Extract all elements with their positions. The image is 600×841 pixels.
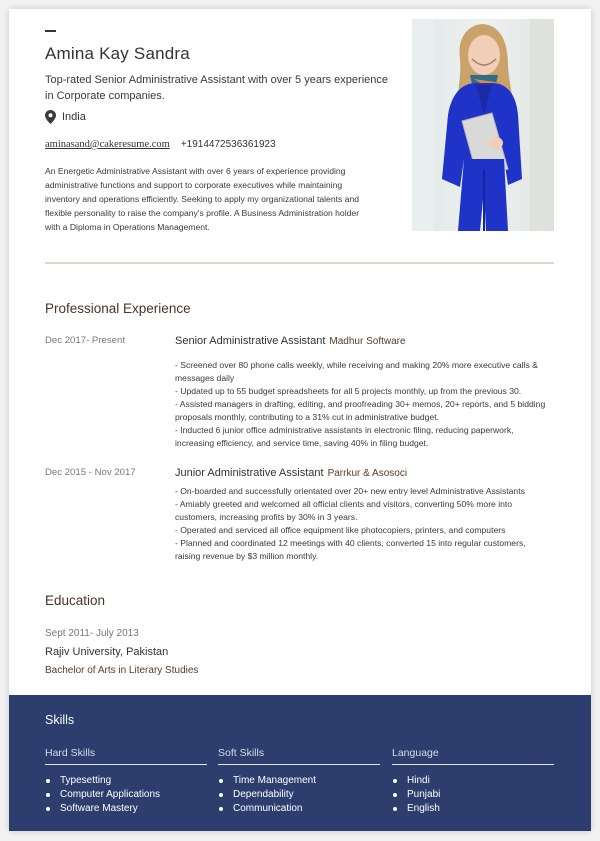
education-degree: Bachelor of Arts in Literary Studies xyxy=(45,665,199,676)
experience-role: Senior Administrative Assistant xyxy=(175,335,326,347)
experience-date: Dec 2017- Present xyxy=(45,335,125,346)
skills-heading: Skills xyxy=(45,713,75,727)
profile-headline: Top-rated Senior Administrative Assistant with over 5 years experience in Corporate companies. xyxy=(45,74,388,102)
skills-column-heading: Hard Skills xyxy=(45,747,207,765)
experience-heading: Professional Experience xyxy=(45,301,191,316)
experience-bullets xyxy=(175,485,550,563)
experience-date: Dec 2015 - Nov 2017 xyxy=(45,467,136,478)
profile-photo xyxy=(412,19,554,231)
experience-bullet: - Operated and serviced all office equipment like photocopiers, printers, and computers xyxy=(175,525,506,535)
experience-bullet: - Assisted managers in drafting, editing, and proofreading 30+ memos, 20+ reports, and 5 bidding proposals monthly, contributing to a 31% cut in administrative budget. xyxy=(175,399,546,422)
experience-title xyxy=(175,335,406,347)
profile-summary: An Energetic Administrative Assistant with over 6 years of experience providing administrative functions and support to corporate executives while maintaining inventory and operations efficiently. Seeking to apply my organizational talents and flexible personality to raise the company's profile. A Business Administration holder with a Diploma in Operations Management. xyxy=(45,166,360,232)
header-dash xyxy=(45,30,56,32)
contact-row xyxy=(45,139,276,150)
resume-page xyxy=(9,9,591,831)
skills-column-hard xyxy=(45,747,207,816)
experience-bullet: - On-boarded and successfully orientated over 20+ new entry level Administrative Assistants xyxy=(175,486,525,496)
profile-name: Amina Kay Sandra xyxy=(45,44,190,63)
experience-role: Junior Administrative Assistant xyxy=(175,467,324,479)
experience-bullet: - Planned and coordinated 12 meetings with 40 clients, converted 15 into regular customers, raising revenue by $3 million monthly. xyxy=(175,538,526,561)
phone-number: +1914472536361923 xyxy=(180,139,276,150)
experience-bullet: - Amiably greeted and welcomed all official clients and visitors, converting 50% more into customers, increasing profits by 30% in 3 years. xyxy=(175,499,513,522)
experience-title xyxy=(175,467,407,479)
experience-bullet: - Screened over 80 phone calls weekly, while receiving and making 20% more executive calls & messages daily xyxy=(175,360,538,383)
experience-bullet: - Updated up to 55 budget spreadsheets for all 5 projects monthly, up from the previous 30. xyxy=(175,386,522,396)
profile-location xyxy=(45,110,86,124)
location-text: India xyxy=(62,111,86,123)
map-pin-icon xyxy=(45,110,56,124)
header-divider xyxy=(45,262,554,264)
skills-section xyxy=(9,695,591,831)
skills-column-language xyxy=(392,747,554,816)
experience-company: Madhur Software xyxy=(329,336,406,347)
skill-item: Computer Applications xyxy=(45,788,207,802)
skill-item: Typesetting xyxy=(45,774,207,788)
experience-bullets xyxy=(175,359,550,450)
skill-item: Hindi xyxy=(392,774,554,788)
skills-column-heading: Soft Skills xyxy=(218,747,380,765)
skill-item: Time Management xyxy=(218,774,380,788)
skill-item: Dependability xyxy=(218,788,380,802)
education-school: Rajiv University, Pakistan xyxy=(45,646,169,658)
skills-column-heading: Language xyxy=(392,747,554,765)
skills-column-soft xyxy=(218,747,380,816)
experience-company: Parrkur & Asosoci xyxy=(327,468,408,479)
skill-item: Software Mastery xyxy=(45,802,207,816)
education-date: Sept 2011- July 2013 xyxy=(45,628,139,639)
education-heading: Education xyxy=(45,593,106,608)
skill-item: English xyxy=(392,802,554,816)
experience-bullet: - Inducted 6 junior office administrative assistants in electronic filing, reducing paperwork, increasing efficiency, and service time, saving 40% in filing budget. xyxy=(175,425,514,448)
email-link[interactable]: aminasand@cakeresume.com xyxy=(45,139,170,150)
skill-item: Communication xyxy=(218,802,380,816)
skill-item: Punjabi xyxy=(392,788,554,802)
